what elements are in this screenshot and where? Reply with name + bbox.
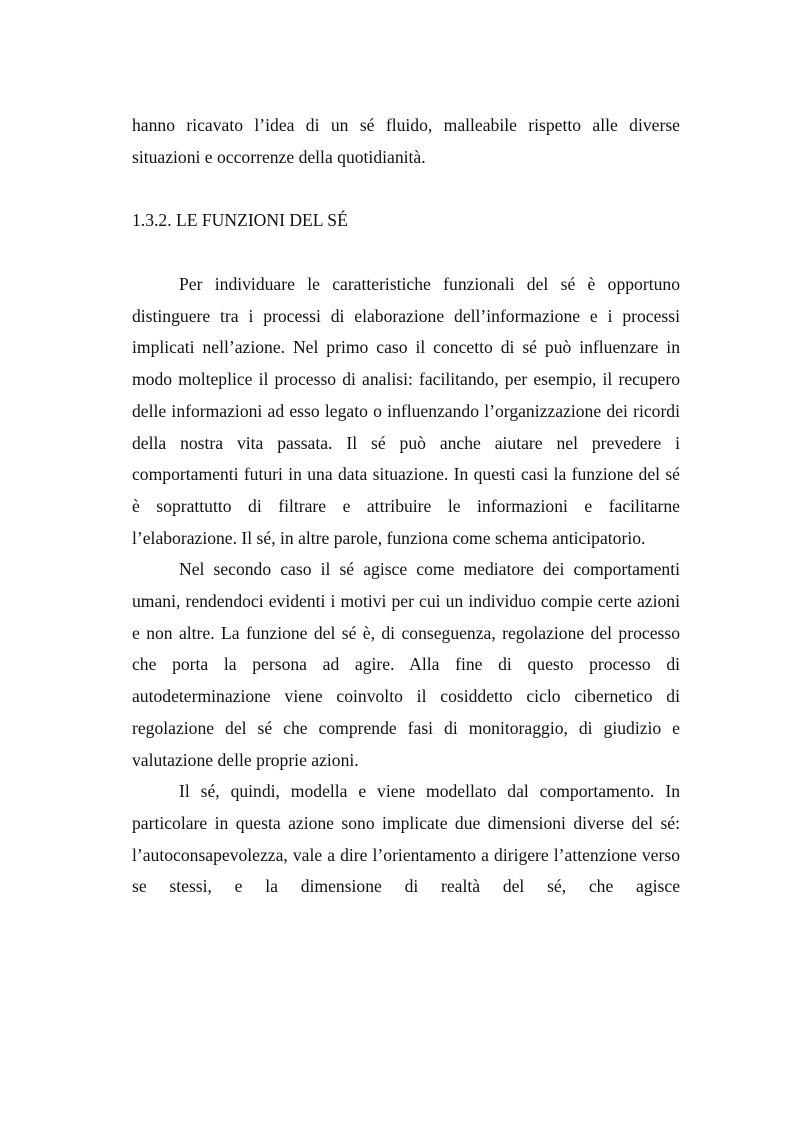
- paragraph-2: Nel secondo caso il sé agisce come mediatore dei comportamenti umani, rendendoci evidenti i motivi per cui un individuo compie certe azioni e non altre. La funzione del sé è, di conseguenza, regolazione del processo che porta la persona ad agire. Alla fine di questo processo di autodeterminazione viene coinvolto il cosiddetto ciclo cibernetico di regolazione del sé che comprende fasi di monitoraggio, di giudizio e valutazione delle proprie azioni.: [132, 559, 680, 770]
- intro-text-block: [132, 110, 680, 173]
- body-text-block: [132, 269, 680, 903]
- paragraph-3: Il sé, quindi, modella e viene modellato dal comportamento. In particolare in questa azione sono implicate due dimensioni diverse del sé: l’autoconsapevolezza, vale a dire l’orientamento a dirigere l’attenzione verso se stessi, e la dimensione di realtà del sé, che agisce: [132, 781, 680, 897]
- intro-paragraph: hanno ricavato l’idea di un sé fluido, malleabile rispetto alle diverse situazioni e occorrenze della quotidianità.: [132, 115, 680, 167]
- paragraph-1: Per individuare le caratteristiche funzionali del sé è opportuno distinguere tra i processi di elaborazione dell’informazione e i processi implicati nell’azione. Nel primo caso il concetto di sé può influenzare in modo molteplice il processo di analisi: facilitando, per esempio, il recupero delle informazioni ad esso legato o influenzando l’organizzazione dei ricordi della nostra vita passata. Il sé può anche aiutare nel prevedere i comportamenti futuri in una data situazione. In questi casi la funzione del sé è soprattutto di filtrare e attribuire le informazioni e facilitarne l’elaborazione. Il sé, in altre parole, funziona come schema anticipatorio.: [132, 274, 680, 548]
- section-heading: 1.3.2. LE FUNZIONI DEL SÉ: [132, 210, 348, 230]
